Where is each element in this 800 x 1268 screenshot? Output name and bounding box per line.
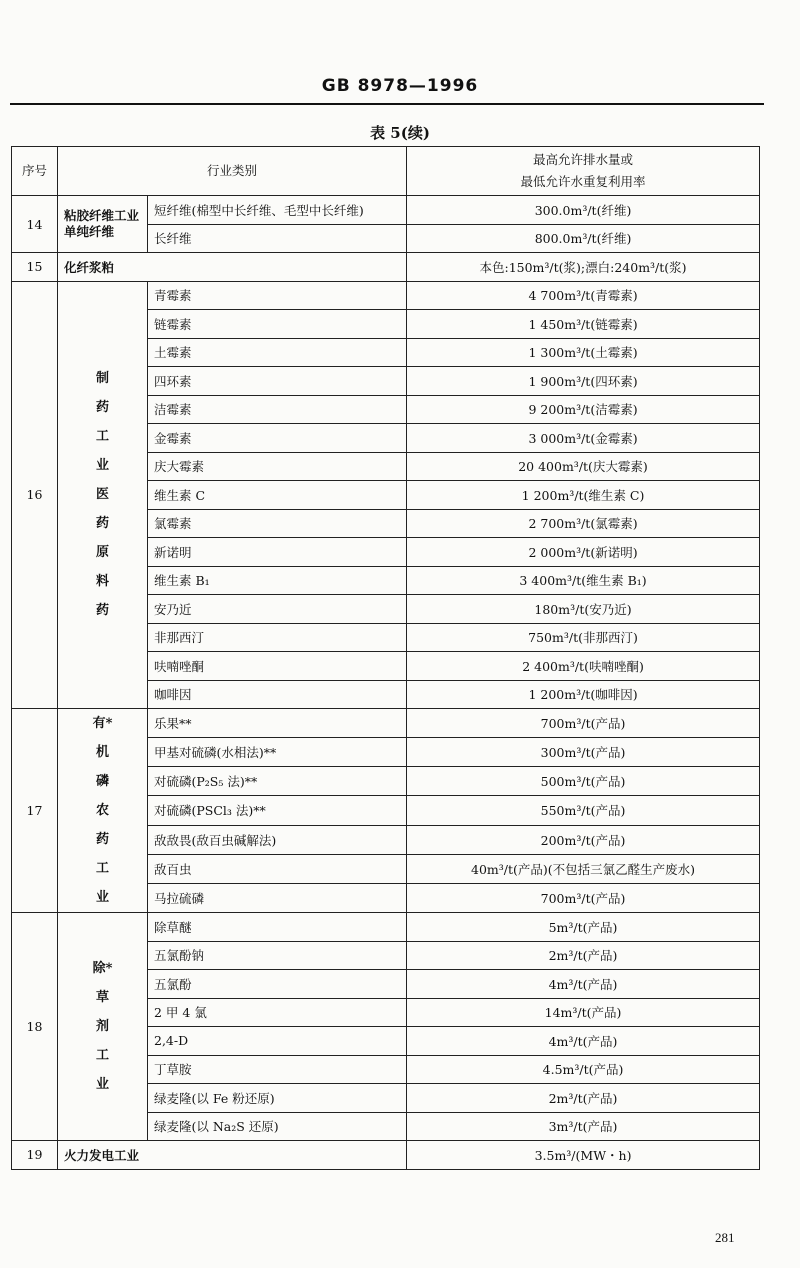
industry-category-vertical	[58, 913, 148, 1141]
discharge-rate: 750m³/t(非那西汀)	[407, 623, 760, 652]
industry-category-char: 业	[95, 458, 109, 474]
sub-category: 金霉素	[148, 424, 407, 453]
sub-category: 氯霉素	[148, 509, 407, 538]
industry-category-char: 料	[95, 574, 109, 590]
row-seq-number: 19	[12, 1141, 58, 1170]
discharge-rate: 3m³/t(产品)	[407, 1112, 760, 1141]
sub-category: 绿麦隆(以 Fe 粉还原)	[148, 1084, 407, 1113]
row-seq-number: 16	[12, 281, 58, 709]
discharge-rate: 2m³/t(产品)	[407, 941, 760, 970]
industry-category-char: 药	[95, 516, 109, 532]
discharge-rate: 180m³/t(安乃近)	[407, 595, 760, 624]
discharge-rate: 550m³/t(产品)	[407, 796, 760, 825]
discharge-rate: 2 400m³/t(呋喃唑酮)	[407, 652, 760, 681]
sub-category: 敌敌畏(敌百虫碱解法)	[148, 825, 407, 854]
column-header-category: 行业类别	[58, 147, 407, 196]
industry-category-char: 医	[95, 487, 109, 503]
industry-category-char: 机	[95, 745, 109, 760]
table-title: 表 5(续)	[370, 124, 430, 142]
column-header-rate-line2: 最低允许水重复利用率	[520, 174, 646, 189]
sub-category: 洁霉素	[148, 395, 407, 424]
discharge-rate: 20 400m³/t(庆大霉素)	[407, 452, 760, 481]
discharge-rate: 4m³/t(产品)	[407, 1027, 760, 1056]
industry-category-char: 工	[95, 861, 109, 876]
industry-category-char: 药	[95, 400, 109, 416]
industry-category: 火力发电工业	[58, 1141, 407, 1170]
industry-category-char: 有*	[92, 716, 113, 731]
row-seq-number: 15	[12, 253, 58, 282]
discharge-rate: 40m³/t(产品)(不包括三氯乙醛生产废水)	[407, 854, 760, 883]
sub-category: 除草醚	[148, 913, 407, 942]
industry-category: 粘胶纤维工业单纯纤维	[58, 196, 148, 253]
industry-category-char: 剂	[95, 1019, 109, 1034]
sub-category: 维生素 B₁	[148, 566, 407, 595]
column-header-seq: 序号	[12, 147, 58, 196]
industry-category-char: 原	[95, 545, 109, 561]
sub-category: 短纤维(棉型中长纤维、毛型中长纤维)	[148, 196, 407, 225]
sub-category: 新诺明	[148, 538, 407, 567]
discharge-rate: 700m³/t(产品)	[407, 883, 760, 912]
industry-category-char: 业	[95, 1077, 109, 1092]
discharge-rate: 14m³/t(产品)	[407, 998, 760, 1027]
industry-category-char: 药	[95, 603, 109, 619]
sub-category: 长纤维	[148, 224, 407, 253]
discharge-rate: 1 200m³/t(维生素 C)	[407, 481, 760, 510]
discharge-rate: 1 450m³/t(链霉素)	[407, 310, 760, 339]
industry-category-vertical	[58, 709, 148, 913]
table-row	[12, 196, 760, 225]
industry-category-char: 业	[95, 890, 109, 905]
discharge-rate: 本色:150m³/t(浆);漂白:240m³/t(浆)	[407, 253, 760, 282]
standard-code: GB 8978—1996	[321, 76, 479, 96]
discharge-rate: 1 900m³/t(四环素)	[407, 367, 760, 396]
row-seq-number: 17	[12, 709, 58, 913]
sub-category: 对硫磷(PSCl₃ 法)**	[148, 796, 407, 825]
industry-category-char: 农	[95, 803, 109, 818]
sub-category: 乐果**	[148, 709, 407, 738]
discharge-rate: 5m³/t(产品)	[407, 913, 760, 942]
sub-category: 庆大霉素	[148, 452, 407, 481]
discharge-table	[11, 146, 760, 1170]
discharge-rate: 2m³/t(产品)	[407, 1084, 760, 1113]
sub-category: 2 甲 4 氯	[148, 998, 407, 1027]
discharge-rate: 200m³/t(产品)	[407, 825, 760, 854]
sub-category: 2,4-D	[148, 1027, 407, 1056]
table-row	[12, 913, 760, 942]
sub-category: 五氯酚钠	[148, 941, 407, 970]
table-row	[12, 253, 760, 282]
discharge-rate: 1 300m³/t(土霉素)	[407, 338, 760, 367]
row-seq-number: 18	[12, 913, 58, 1141]
discharge-rate: 3.5m³/(MW・h)	[407, 1141, 760, 1170]
sub-category: 咖啡因	[148, 680, 407, 709]
discharge-rate: 2 700m³/t(氯霉素)	[407, 509, 760, 538]
sub-category: 青霉素	[148, 281, 407, 310]
discharge-rate: 9 200m³/t(洁霉素)	[407, 395, 760, 424]
discharge-rate: 500m³/t(产品)	[407, 767, 760, 796]
sub-category: 链霉素	[148, 310, 407, 339]
discharge-rate: 300.0m³/t(纤维)	[407, 196, 760, 225]
discharge-rate: 2 000m³/t(新诺明)	[407, 538, 760, 567]
discharge-rate: 700m³/t(产品)	[407, 709, 760, 738]
industry-category-char: 工	[95, 1048, 109, 1063]
sub-category: 呋喃唑酮	[148, 652, 407, 681]
industry-category-vertical	[58, 281, 148, 709]
sub-category: 甲基对硫磷(水相法)**	[148, 738, 407, 767]
table-row	[12, 1141, 760, 1170]
sub-category: 四环素	[148, 367, 407, 396]
industry-category: 化纤浆粕	[58, 253, 407, 282]
industry-category-char: 药	[95, 832, 109, 847]
sub-category: 敌百虫	[148, 854, 407, 883]
discharge-rate: 800.0m³/t(纤维)	[407, 224, 760, 253]
industry-category-char: 除*	[92, 961, 113, 976]
industry-category-char: 制	[95, 371, 109, 387]
sub-category: 非那西汀	[148, 623, 407, 652]
discharge-rate: 300m³/t(产品)	[407, 738, 760, 767]
industry-category-char: 工	[95, 429, 109, 445]
column-header-rate	[407, 147, 760, 196]
row-seq-number: 14	[12, 196, 58, 253]
discharge-rate: 3 400m³/t(维生素 B₁)	[407, 566, 760, 595]
column-header-rate-line1: 最高允许排水量或	[533, 152, 634, 167]
discharge-rate: 4.5m³/t(产品)	[407, 1055, 760, 1084]
table-row	[12, 709, 760, 738]
industry-category-char: 草	[95, 990, 109, 1005]
sub-category: 土霉素	[148, 338, 407, 367]
discharge-rate: 4 700m³/t(青霉素)	[407, 281, 760, 310]
sub-category: 对硫磷(P₂S₅ 法)**	[148, 767, 407, 796]
sub-category: 五氯酚	[148, 970, 407, 999]
sub-category: 安乃近	[148, 595, 407, 624]
header-rule	[10, 103, 764, 105]
page-number: 281	[715, 1230, 735, 1245]
sub-category: 丁草胺	[148, 1055, 407, 1084]
sub-category: 马拉硫磷	[148, 883, 407, 912]
discharge-rate: 1 200m³/t(咖啡因)	[407, 680, 760, 709]
table-row	[12, 281, 760, 310]
discharge-rate: 4m³/t(产品)	[407, 970, 760, 999]
discharge-rate: 3 000m³/t(金霉素)	[407, 424, 760, 453]
sub-category: 维生素 C	[148, 481, 407, 510]
table-header-row	[12, 147, 760, 196]
sub-category: 绿麦隆(以 Na₂S 还原)	[148, 1112, 407, 1141]
industry-category-char: 磷	[95, 774, 109, 789]
